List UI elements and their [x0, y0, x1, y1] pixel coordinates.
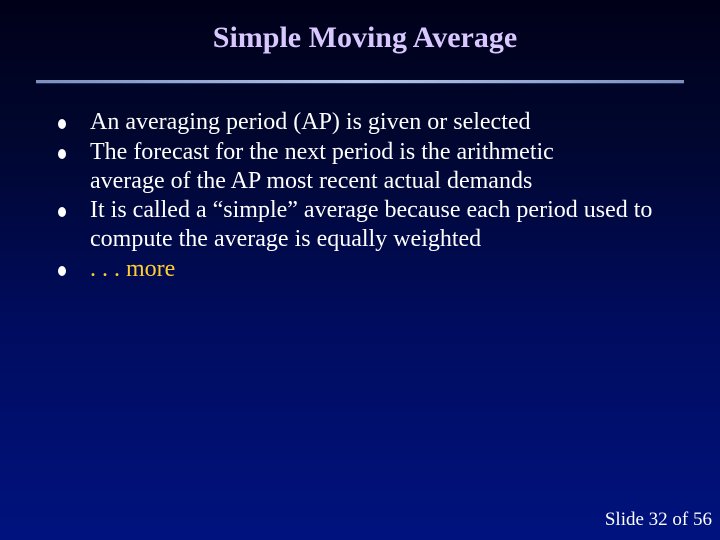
- title-divider: [36, 80, 684, 83]
- bullet-text: It is called a “simple” average because each period used to compute the average is equally weighted: [90, 197, 653, 252]
- bullet-item: [90, 196, 670, 254]
- bullet-text: An averaging period (AP) is given or selected: [90, 109, 531, 135]
- bullet-item-more[interactable]: [90, 255, 690, 284]
- round-bullet-icon: [58, 207, 66, 217]
- slide-title: Simple Moving Average: [212, 21, 518, 54]
- round-bullet-icon: [58, 149, 66, 159]
- more-link[interactable]: . . . more: [90, 255, 176, 282]
- round-bullet-icon: [58, 266, 66, 276]
- bullet-text: The forecast for the next period is the arithmetic average of the AP most recent actual demands: [90, 138, 554, 194]
- round-bullet-icon: [58, 119, 66, 129]
- bullet-item: [90, 138, 630, 196]
- slide-counter: Slide 32 of 56: [604, 509, 712, 530]
- bullet-item: [90, 108, 630, 137]
- bullet-list: [90, 108, 690, 284]
